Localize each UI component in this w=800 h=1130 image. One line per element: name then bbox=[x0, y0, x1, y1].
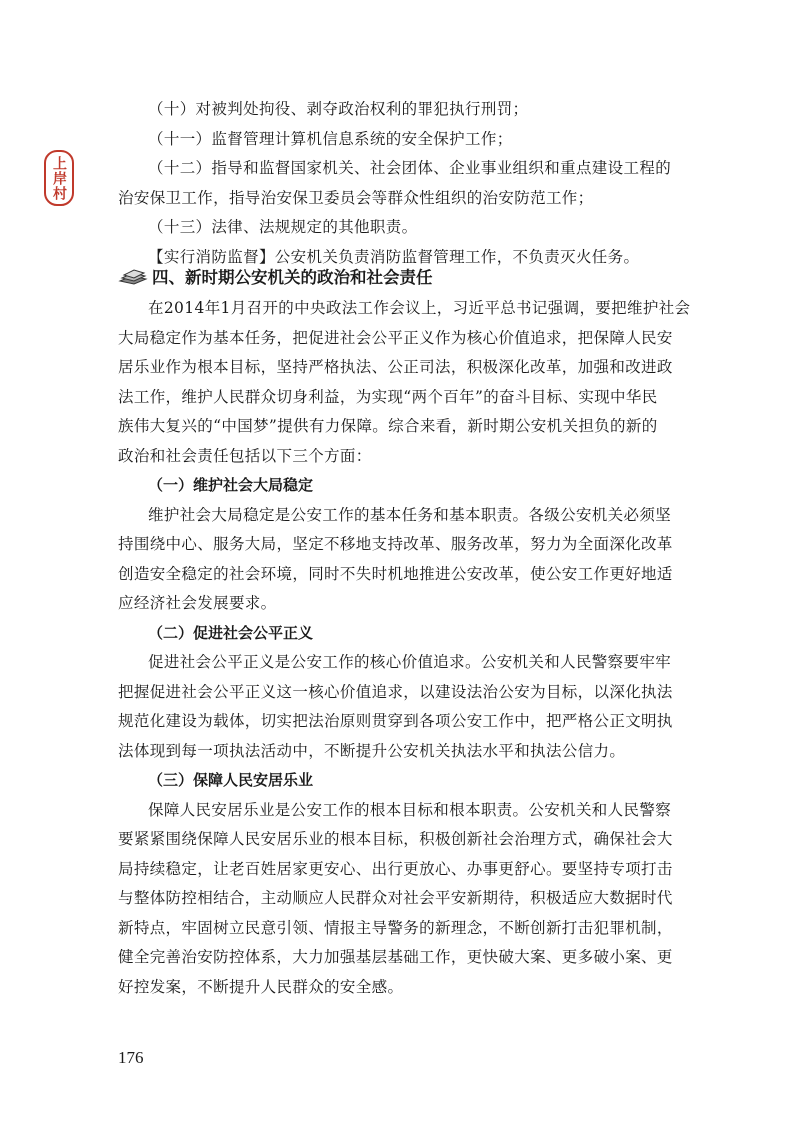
paragraph-line: 新特点，牢固树立民意引领、情报主导警务的新理念，不断创新打击犯罪机制， bbox=[118, 918, 673, 937]
paragraph-line: 族伟大复兴的“中国梦”提供有力保障。综合来看，新时期公安机关担负的新的 bbox=[118, 417, 658, 435]
paragraph-line: 把握促进社会公平正义这一核心价值追求，以建设法治公安为目标，以深化执法 bbox=[118, 682, 673, 701]
top-list bbox=[118, 95, 684, 272]
paragraph-line: 要紧紧围绕保障人民安居乐业的根本目标，积极创新社会治理方式，确保社会大 bbox=[118, 830, 673, 848]
list-item: （十一）监督管理计算机信息系统的安全保护工作； bbox=[148, 129, 513, 148]
list-item-continuation: 治安保卫工作，指导治安保卫委员会等群众性组织的治安防范工作； bbox=[118, 188, 594, 207]
list-item: （十二）指导和监督国家机关、社会团体、企业事业组织和重点建设工程的 bbox=[148, 159, 672, 177]
section-title: 四、新时期公安机关的政治和社会责任 bbox=[152, 268, 433, 287]
paragraph-line: 规范化建设为载体，切实把法治原则贯穿到各项公安工作中，把严格公正文明执 bbox=[118, 712, 673, 730]
list-item: （十三）法律、法规规定的其他职责。 bbox=[148, 218, 418, 236]
paragraph-line: 好控发案，不断提升人民群众的安全感。 bbox=[118, 977, 404, 996]
paragraph-line: 政治和社会责任包括以下三个方面： bbox=[118, 446, 372, 465]
seal-char: 上岸村 bbox=[51, 155, 67, 201]
list-item: （十）对被判处拘役、剥夺政治权利的罪犯执行刑罚； bbox=[148, 100, 529, 118]
paragraph-line: 持围绕中心、服务大局，坚定不移地支持改革、服务改革，努力为全面深化改革 bbox=[118, 535, 673, 553]
paragraph-line: 居乐业作为根本目标，坚持严格执法、公正司法，积极深化改革，加强和改进政 bbox=[118, 358, 673, 376]
section-body bbox=[118, 294, 691, 1002]
paragraph-line: 应经济社会发展要求。 bbox=[118, 594, 277, 612]
paragraph-line: 促进社会公平正义是公安工作的核心价值追求。公安机关和人民警察要牢牢 bbox=[148, 653, 672, 671]
paragraph-line: 维护社会大局稳定是公安工作的基本任务和基本职责。各级公安机关必须坚 bbox=[148, 505, 672, 524]
paragraph-line: 大局稳定作为基本任务，把促进社会公平正义作为核心价值追求，把保障人民安 bbox=[118, 328, 673, 347]
section-heading bbox=[118, 264, 433, 288]
paragraph-line: 法体现到每一项执法活动中，不断提升公安机关执法水平和执法公信力。 bbox=[118, 741, 626, 760]
seal-stamp bbox=[44, 150, 74, 206]
paragraph-line: 局持续稳定，让老百姓居家更安心、出行更放心、办事更舒心。要坚持专项打击 bbox=[118, 859, 673, 878]
paragraph-line: 创造安全稳定的社会环境，同时不失时机地推进公安改革，使公安工作更好地适 bbox=[118, 564, 673, 583]
subsection-heading-stability: （一）维护社会大局稳定 bbox=[148, 476, 314, 494]
paragraph-line: 与整体防控相结合，主动顺应人民群众对社会平安新期待，积极适应大数据时代 bbox=[118, 889, 673, 907]
paragraph-line: 健全完善治安防控体系，大力加强基层基础工作，更快破大案、更多破小案、更 bbox=[118, 948, 673, 966]
paragraph-line: 在2014年1月召开的中央政法工作会议上，习近平总书记强调，要把维护社会 bbox=[148, 299, 691, 317]
fire-supervision-note: 【实行消防监督】公安机关负责消防监督管理工作，不负责灭火任务。 bbox=[148, 247, 640, 266]
page-number: 176 bbox=[118, 1048, 144, 1067]
book-icon bbox=[118, 267, 148, 285]
paragraph-line: 法工作，维护人民群众切身利益，为实现“两个百年”的奋斗目标、实现中华民 bbox=[118, 387, 658, 406]
subsection-heading-justice: （二）促进社会公平正义 bbox=[148, 623, 314, 642]
subsection-heading-welfare: （三）保障人民安居乐业 bbox=[148, 771, 314, 789]
paragraph-line: 保障人民安居乐业是公安工作的根本目标和根本职责。公安机关和人民警察 bbox=[148, 800, 672, 819]
